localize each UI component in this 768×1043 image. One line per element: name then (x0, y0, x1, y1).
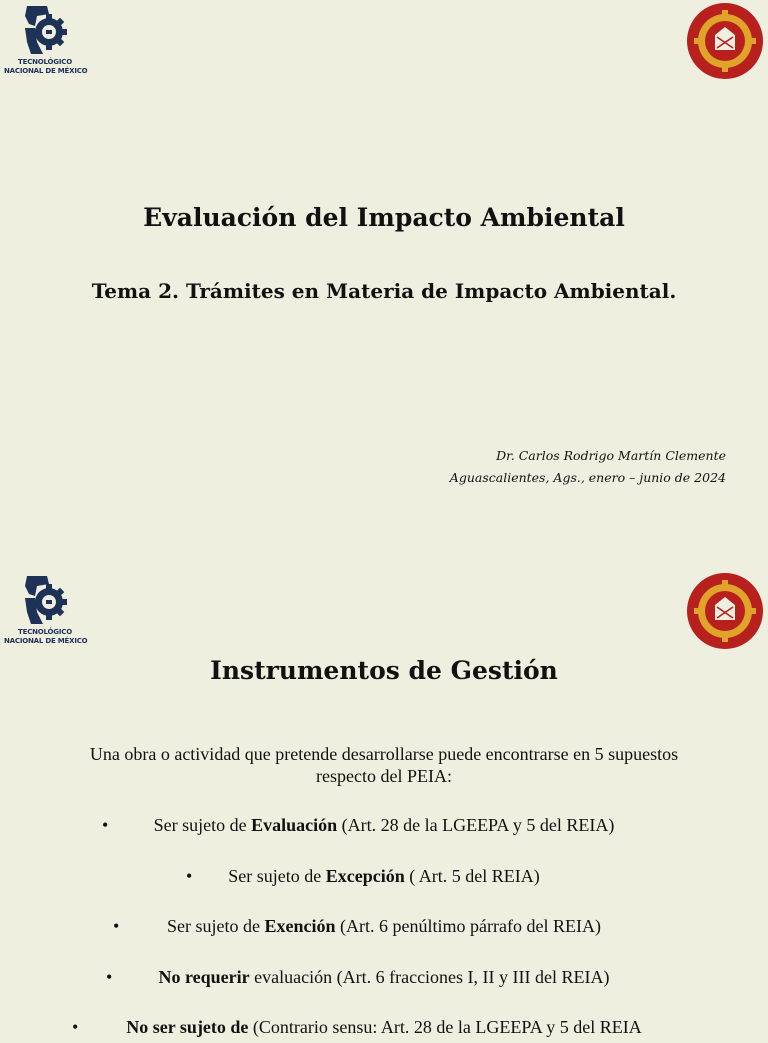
bullet-bold-text: Excepción (325, 866, 405, 886)
slide-title: Instrumentos de Gestión (210, 656, 558, 685)
bullet-text: (Art. 6 penúltimo párrafo del REIA) (335, 916, 601, 936)
list-item (0, 866, 768, 892)
bullet-text: Ser sujeto de (167, 916, 265, 936)
content-slide (0, 570, 768, 1037)
bullet-text: Ser sujeto de (228, 866, 326, 886)
intro-paragraph: Una obra o actividad que pretende desarrollarse puede encontrarse en 5 supuestos respecto del PEIA: (89, 744, 679, 786)
tecnm-text-line1: TECNOLÓGICO (18, 628, 72, 636)
bullet-text: Ser sujeto de (153, 815, 252, 835)
tecnm-logo (4, 2, 86, 76)
bullet-bold-text: No ser sujeto de (126, 1017, 249, 1037)
tecnm-logo (4, 572, 86, 646)
author-block (450, 445, 726, 489)
ita-seal-logo (686, 572, 764, 650)
bullet-icon: • (113, 916, 120, 936)
bullet-text: ( Art. 5 del REIA) (404, 866, 540, 886)
presentation-title: Evaluación del Impacto Ambiental (143, 203, 625, 232)
bullet-icon: • (102, 815, 109, 835)
author-name: Dr. Carlos Rodrigo Martín Clemente (496, 448, 726, 463)
bullet-icon: • (186, 866, 193, 886)
tecnm-emblem-icon (23, 2, 67, 58)
tecnm-text-line2: NACIONAL DE MÉXICO (4, 637, 88, 645)
list-item (0, 967, 768, 993)
place-date: Aguascalientes, Ags., enero – junio de 2024 (449, 470, 726, 485)
list-item (0, 1017, 768, 1043)
list-item (0, 815, 768, 841)
tecnm-emblem-icon (23, 572, 67, 628)
bullet-bold-text: Evaluación (251, 815, 338, 835)
bullet-icon: • (72, 1017, 79, 1037)
list-item (0, 916, 768, 942)
tecnm-text-line1: TECNOLÓGICO (18, 58, 72, 66)
bullet-text: (Contrario sensu: Art. 28 de la LGEEPA y 5 del REIA (248, 1017, 642, 1037)
ita-seal-logo (686, 2, 764, 80)
tecnm-text-line2: NACIONAL DE MÉXICO (4, 67, 88, 75)
bullet-bold-text: No requerir (158, 967, 250, 987)
bullet-text: evaluación (Art. 6 fracciones I, II y III del REIA) (249, 967, 610, 987)
bullet-bold-text: Exención (264, 916, 336, 936)
bullet-icon: • (106, 967, 113, 987)
bullet-text: (Art. 28 de la LGEEPA y 5 del REIA) (337, 815, 615, 835)
presentation-subtitle: Tema 2. Trámites en Materia de Impacto Ambiental. (91, 279, 677, 303)
